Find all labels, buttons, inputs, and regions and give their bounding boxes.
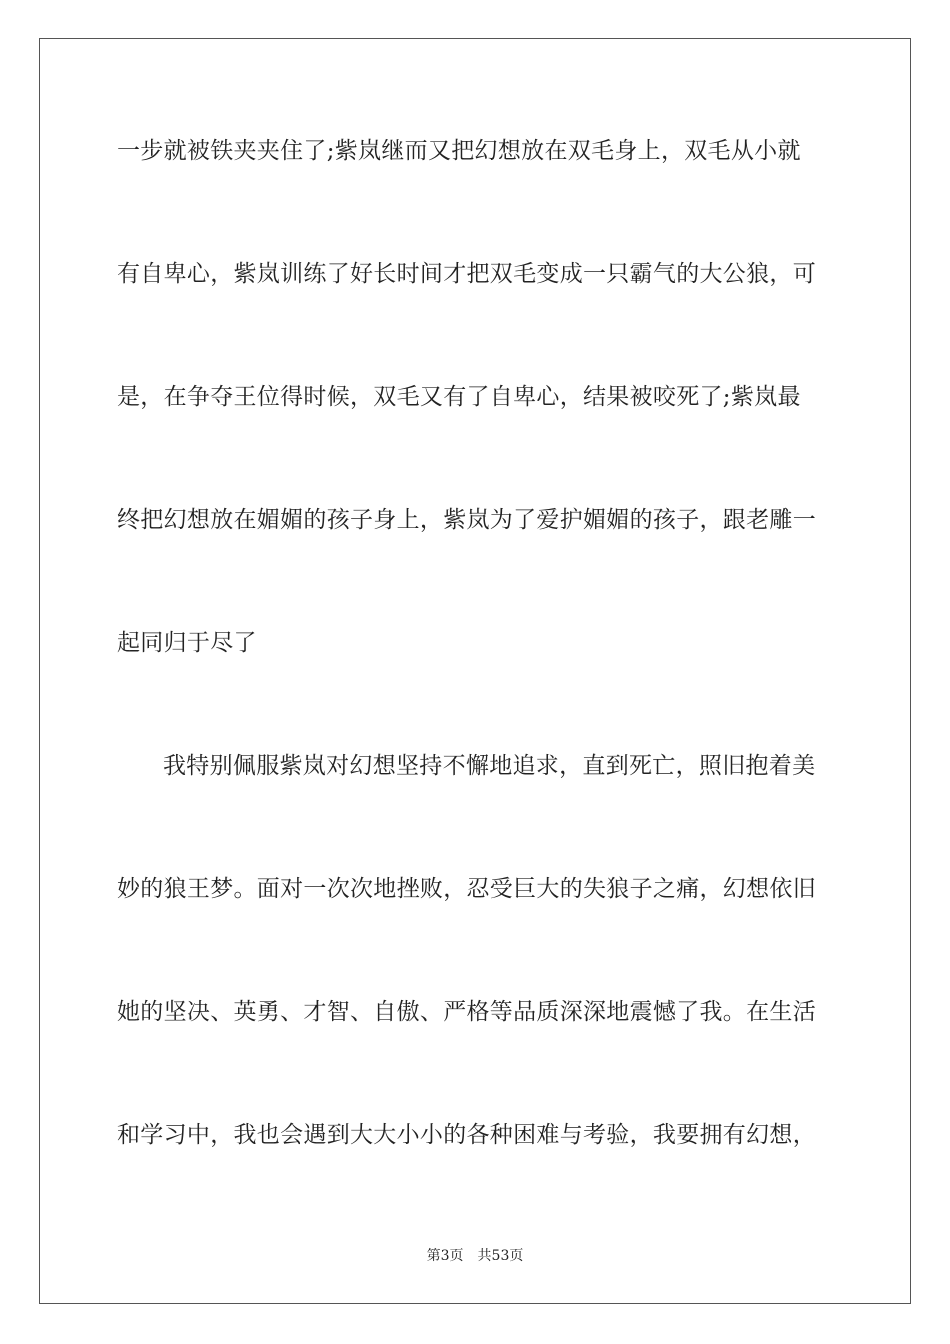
text-line-8: 她的坚决、英勇、才智、自傲、严格等品质深深地震憾了我。在生活 bbox=[117, 999, 816, 1025]
page-border bbox=[39, 38, 911, 1304]
text-line-4: 终把幻想放在媚媚的孩子身上，紫岚为了爱护媚媚的孩子，跟老雕一 bbox=[117, 507, 816, 533]
text-line-5: 起同归于尽了 bbox=[117, 630, 257, 656]
page-number-total: 共53页 bbox=[477, 1248, 524, 1264]
text-line-3: 是，在争夺王位得时候，双毛又有了自卑心，结果被咬死了;紫岚最 bbox=[117, 384, 801, 410]
text-line-6: 我特别佩服紫岚对幻想坚持不懈地追求，直到死亡，照旧抱着美 bbox=[163, 753, 816, 779]
text-line-2: 有自卑心，紫岚训练了好长时间才把双毛变成一只霸气的大公狼，可 bbox=[117, 261, 816, 287]
text-line-1: 一步就被铁夹夹住了;紫岚继而又把幻想放在双毛身上，双毛从小就 bbox=[117, 138, 801, 164]
text-line-9: 和学习中，我也会遇到大大小小的各种困难与考验，我要拥有幻想， bbox=[117, 1122, 816, 1148]
page-number-current: 第3页 bbox=[426, 1248, 464, 1264]
page-footer bbox=[0, 1247, 950, 1265]
text-line-7: 妙的狼王梦。面对一次次地挫败，忍受巨大的失狼子之痛，幻想依旧 bbox=[117, 876, 816, 902]
